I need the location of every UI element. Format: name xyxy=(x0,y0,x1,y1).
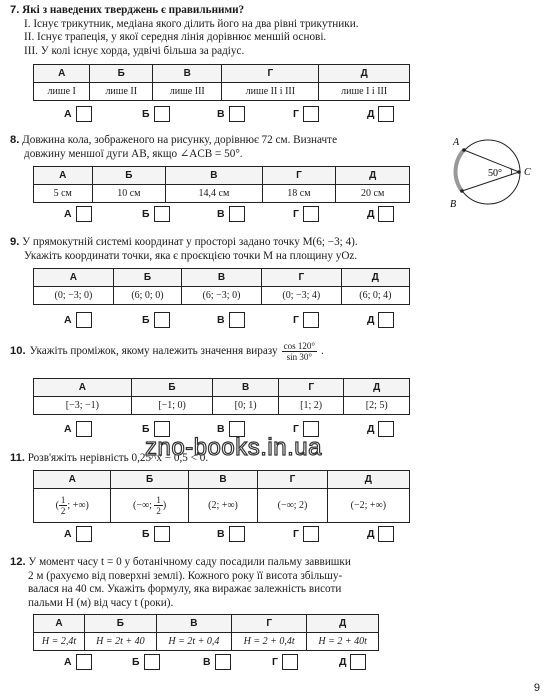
option-value: (−2; +∞) xyxy=(327,489,409,523)
box-label: Г xyxy=(293,528,299,540)
box-label: В xyxy=(217,208,225,220)
option-label: А xyxy=(34,615,85,633)
option-value: H = 2,4t xyxy=(34,633,85,651)
option-value: 5 см xyxy=(34,185,93,203)
answer-checkbox-b[interactable] xyxy=(154,106,170,122)
option-label: Б xyxy=(131,379,213,397)
box-label: Б xyxy=(132,656,140,668)
question-text-line2: Укажіть координати точки, яка є проєкцією точки M на площину yOz. xyxy=(24,249,358,262)
option-label: А xyxy=(34,167,93,185)
answer-checkbox-a[interactable] xyxy=(76,312,92,328)
option-label: В xyxy=(188,471,257,489)
question-text-line2: 2 м (рахуємо від поверхні землі). Кожного року її висота збільшу- xyxy=(28,569,343,582)
box-label: Б xyxy=(142,208,150,220)
angle-mark xyxy=(511,169,512,175)
answer-table-10 xyxy=(33,378,410,415)
answer-checkbox-a[interactable] xyxy=(76,206,92,222)
answer-checkbox-b[interactable] xyxy=(154,526,170,542)
box-label: В xyxy=(217,423,225,435)
question-10 xyxy=(10,341,324,362)
point-b-label: B xyxy=(450,199,457,210)
option-value: H = 2t + 0,4 xyxy=(156,633,231,651)
box-label: А xyxy=(64,208,72,220)
option-value: (−∞; 2) xyxy=(258,489,327,523)
box-label: Д xyxy=(339,656,347,668)
circle-figure xyxy=(440,130,546,216)
question-number: 7. xyxy=(10,4,20,16)
option-label: А xyxy=(34,379,132,397)
question-text: У момент часу t = 0 у ботанічному саду посадили пальму заввишки xyxy=(28,556,351,568)
answer-checkbox-g[interactable] xyxy=(303,206,319,222)
box-label: Б xyxy=(142,314,150,326)
answer-checkbox-a[interactable] xyxy=(76,106,92,122)
point-c-label: C xyxy=(524,167,531,178)
box-label: Б xyxy=(142,423,150,435)
answer-checkbox-d[interactable] xyxy=(378,206,394,222)
option-value: лише II xyxy=(90,83,153,101)
box-label: Г xyxy=(272,656,278,668)
question-7 xyxy=(10,4,359,58)
answer-checkbox-g[interactable] xyxy=(282,654,298,670)
option-label: В xyxy=(182,269,262,287)
option-value: 18 см xyxy=(262,185,336,203)
box-label: Д xyxy=(367,423,375,435)
option-label: Г xyxy=(232,615,307,633)
option-label: Б xyxy=(90,65,153,83)
option-value: (−∞; $\frac{1}{2}$ ) xyxy=(111,489,188,523)
option-label: Г xyxy=(222,65,319,83)
question-text: Довжина кола, зображеного на рисунку, дорівнює 72 см. Визначте xyxy=(22,134,338,146)
option-label: Г xyxy=(278,379,344,397)
question-number: 9. xyxy=(10,236,20,248)
option-label: В xyxy=(213,379,279,397)
question-tail: . xyxy=(320,344,324,357)
fraction: $\frac{1}{2}$ xyxy=(60,495,66,516)
option-label: Б xyxy=(113,269,181,287)
answer-checkbox-a[interactable] xyxy=(76,526,92,542)
option-label: Д xyxy=(344,379,410,397)
answer-checkbox-b[interactable] xyxy=(144,654,160,670)
option-label: Г xyxy=(262,167,336,185)
question-number: 10. xyxy=(10,344,26,357)
option-label: Г xyxy=(261,269,341,287)
question-text: У прямокутній системі координат у просторі задано точку M(6; −3; 4). xyxy=(22,236,358,248)
answer-table-8 xyxy=(33,166,410,203)
option-label: В xyxy=(153,65,222,83)
option-label: А xyxy=(34,471,111,489)
answer-table-9 xyxy=(33,268,410,305)
box-label: Б xyxy=(142,108,150,120)
answer-checkbox-v[interactable] xyxy=(229,206,245,222)
answer-checkbox-v[interactable] xyxy=(229,312,245,328)
option-value: [2; 5) xyxy=(344,397,410,415)
box-label: Г xyxy=(293,314,299,326)
answer-checkbox-d[interactable] xyxy=(378,312,394,328)
answer-checkbox-d[interactable] xyxy=(378,421,394,437)
option-value: (0; −3; 4) xyxy=(261,287,341,305)
option-value: ( $\frac{1}{2}$ ; +∞) xyxy=(34,489,111,523)
question-text-line2: довжину меншої дуги AB, якщо ∠ACB = 50°. xyxy=(24,147,243,160)
option-value: (6; −3; 0) xyxy=(182,287,262,305)
answer-checkbox-g[interactable] xyxy=(303,106,319,122)
statement-3: III. У колі існує хорда, удвічі більша за радіус. xyxy=(24,44,245,57)
point-a-label: A xyxy=(453,137,460,148)
option-label: Д xyxy=(341,269,409,287)
answer-checkbox-v[interactable] xyxy=(229,106,245,122)
answer-checkbox-v[interactable] xyxy=(229,526,245,542)
option-label: Г xyxy=(258,471,327,489)
option-value: [−1; 0) xyxy=(131,397,213,415)
question-text: Укажіть проміжок, якому належить значення виразу xyxy=(29,344,278,357)
option-value: [−3; −1) xyxy=(34,397,132,415)
answer-checkbox-b[interactable] xyxy=(154,206,170,222)
answer-checkbox-g[interactable] xyxy=(303,312,319,328)
box-label: Д xyxy=(367,208,375,220)
option-label: Д xyxy=(336,167,410,185)
option-value: лише II і III xyxy=(222,83,319,101)
option-value: [0; 1) xyxy=(213,397,279,415)
option-value: лише III xyxy=(153,83,222,101)
option-value: H = 2 + 0,4t xyxy=(232,633,307,651)
question-text: Які з наведених тверджень є правильними? xyxy=(22,4,245,16)
answer-checkbox-v[interactable] xyxy=(215,654,231,670)
point-b-dot xyxy=(460,189,464,193)
answer-checkbox-a[interactable] xyxy=(76,654,92,670)
question-text-line3: валася на 40 см. Укажіть формулу, яка виражає залежність висоти xyxy=(28,583,342,596)
option-value: (6; 0; 4) xyxy=(341,287,409,305)
option-value: 20 см xyxy=(336,185,410,203)
option-value: лише I xyxy=(34,83,90,101)
box-label: Г xyxy=(293,423,299,435)
question-number: 11. xyxy=(10,452,25,464)
answer-checkbox-a[interactable] xyxy=(76,421,92,437)
answer-checkbox-d[interactable] xyxy=(378,106,394,122)
box-label: В xyxy=(203,656,211,668)
option-label: Д xyxy=(307,615,379,633)
box-label: Д xyxy=(367,314,375,326)
option-value: (6; 0; 0) xyxy=(113,287,181,305)
box-label: В xyxy=(217,108,225,120)
question-number: 12. xyxy=(10,556,26,568)
option-value: [1; 2) xyxy=(278,397,344,415)
option-value: (2; +∞) xyxy=(188,489,257,523)
question-8 xyxy=(10,134,337,161)
box-label: Г xyxy=(293,208,299,220)
statement-1: I. Існує трикутник, медіана якого ділить його на два рівні трикутники. xyxy=(24,17,359,30)
option-label: А xyxy=(34,269,114,287)
question-text: Розв'яжіть нерівність 0,25^x − 0,5 < 0. xyxy=(27,452,209,464)
option-label: В xyxy=(166,167,262,185)
point-a-dot xyxy=(462,148,466,152)
option-value: 14,4 см xyxy=(166,185,262,203)
box-label: А xyxy=(64,656,72,668)
option-label: А xyxy=(34,65,90,83)
angle-label: 50° xyxy=(488,168,502,179)
option-value: (0; −3; 0) xyxy=(34,287,114,305)
answer-table-12 xyxy=(33,614,379,651)
watermark: zno-books.in.ua xyxy=(145,434,322,461)
option-value: лише I і III xyxy=(319,83,410,101)
expression-fraction xyxy=(282,341,317,362)
point-c-dot xyxy=(517,170,521,174)
question-9 xyxy=(10,236,358,263)
box-label: А xyxy=(64,528,72,540)
option-label: Д xyxy=(319,65,410,83)
fraction: $\frac{1}{2}$ xyxy=(156,495,161,516)
option-label: Б xyxy=(85,615,157,633)
box-label: Д xyxy=(367,528,375,540)
option-value: H = 2t + 40 xyxy=(85,633,157,651)
option-label: Б xyxy=(92,167,166,185)
question-text-line4: пальми H (м) від часу t (роки). xyxy=(28,596,174,609)
box-label: А xyxy=(64,423,72,435)
answer-checkbox-d[interactable] xyxy=(350,654,366,670)
question-number: 8. xyxy=(10,134,20,146)
option-label: Д xyxy=(327,471,409,489)
box-label: Г xyxy=(293,108,299,120)
option-label: В xyxy=(156,615,231,633)
box-label: Б xyxy=(142,528,150,540)
fraction-denominator: sin 30° xyxy=(286,352,312,362)
statement-2: II. Існує трапеція, у якої середня лінія дорівнює меншій основі. xyxy=(24,31,327,44)
question-12 xyxy=(10,556,351,610)
option-value: 10 см xyxy=(92,185,166,203)
option-value: H = 2 + 40t xyxy=(307,633,379,651)
arc-ab xyxy=(456,150,464,191)
box-label: В xyxy=(217,314,225,326)
answer-table-7 xyxy=(33,64,410,101)
box-label: В xyxy=(217,528,225,540)
box-label: А xyxy=(64,314,72,326)
option-label: Б xyxy=(111,471,188,489)
answer-table-11 xyxy=(33,470,410,523)
answer-checkbox-g[interactable] xyxy=(303,526,319,542)
box-label: А xyxy=(64,108,72,120)
page-number: 9 xyxy=(533,682,540,694)
answer-checkbox-d[interactable] xyxy=(378,526,394,542)
box-label: Д xyxy=(367,108,375,120)
fraction-numerator: cos 120° xyxy=(283,341,315,351)
answer-checkbox-b[interactable] xyxy=(154,312,170,328)
